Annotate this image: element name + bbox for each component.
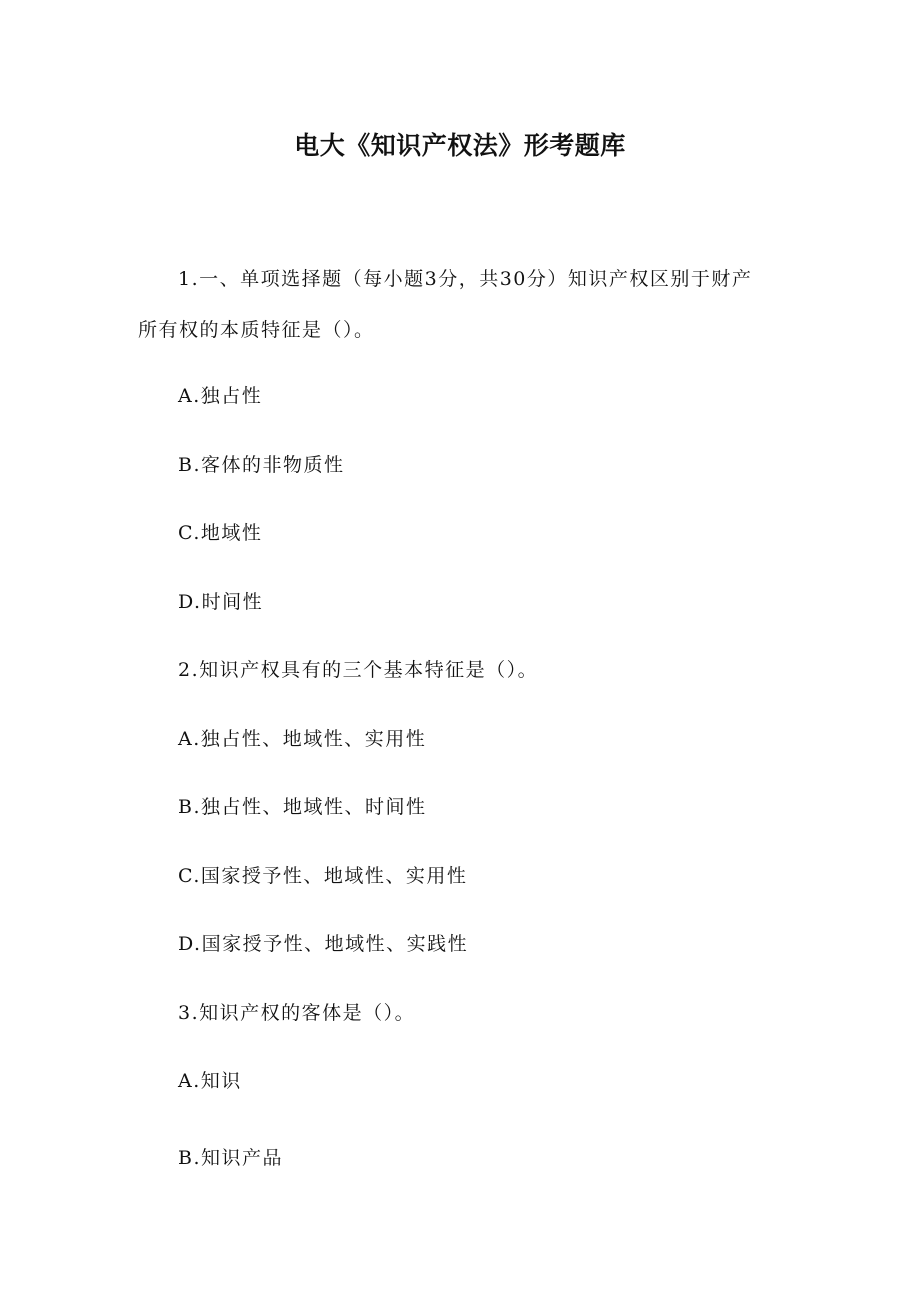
question-1-stem-line-2: 所有权的本质特征是（）。: [138, 319, 375, 341]
question-2-option-b: B.独占性、地域性、时间性: [178, 796, 427, 818]
question-2-option-d: D.国家授予性、地域性、实践性: [178, 933, 469, 955]
question-1-option-b: B.客体的非物质性: [178, 454, 345, 476]
question-2-option-a: A.独占性、地域性、实用性: [178, 728, 427, 750]
question-1-option-a: A.独占性: [178, 385, 263, 407]
question-3-option-b: B.知识产品: [178, 1147, 284, 1169]
question-3-stem: 3.知识产权的客体是（）。: [178, 1002, 416, 1024]
question-1-option-c: C.地域性: [178, 522, 263, 544]
document-title: 电大《知识产权法》形考题库: [294, 131, 626, 160]
question-2-option-c: C.国家授予性、地域性、实用性: [178, 865, 468, 887]
question-1-stem-line-1: 1.一、单项选择题（每小题3分，共30分）知识产权区别于财产: [178, 268, 753, 290]
question-2-stem: 2.知识产权具有的三个基本特征是（）。: [178, 659, 539, 681]
question-1-option-d: D.时间性: [178, 591, 264, 613]
question-3-option-a: A.知识: [178, 1070, 242, 1092]
